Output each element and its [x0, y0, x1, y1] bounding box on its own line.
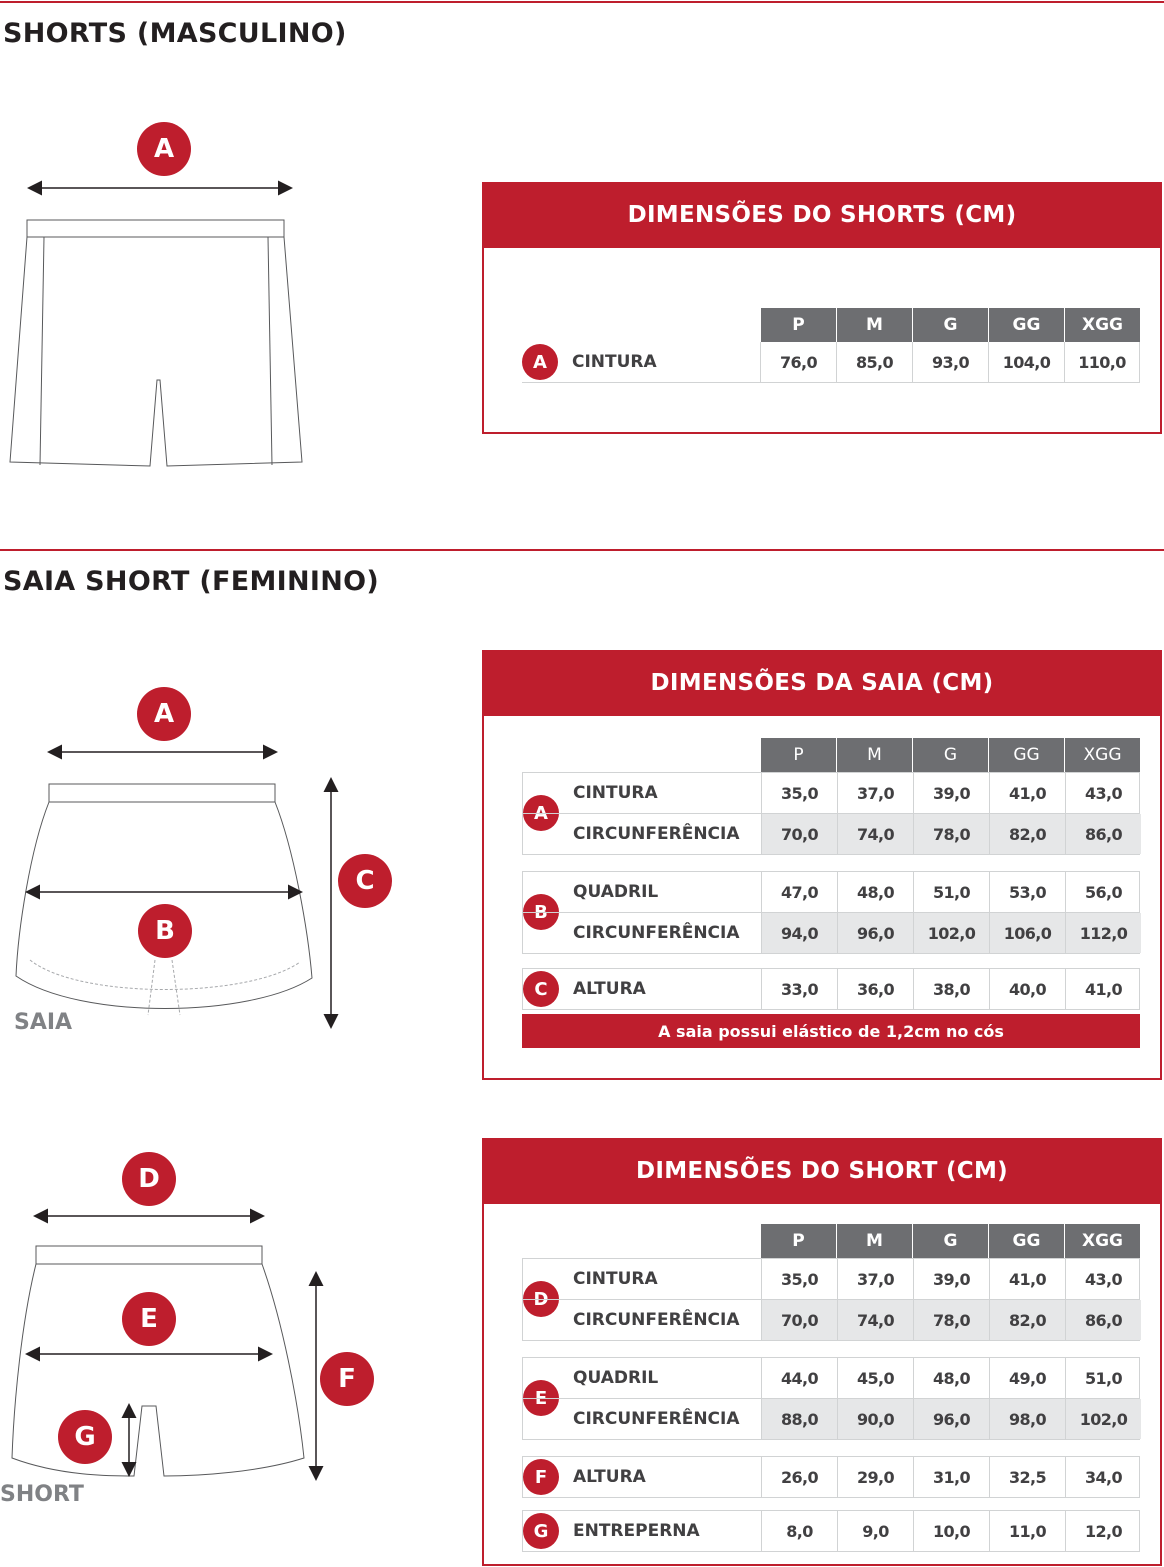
table-cell: 47,0	[761, 872, 837, 912]
table-cell: 96,0	[913, 1399, 989, 1439]
table-cell: 110,0	[1064, 342, 1140, 382]
row-label: CINTURA	[572, 352, 657, 372]
table-group-e	[522, 1357, 1140, 1440]
row-badge: G	[523, 1513, 559, 1549]
measure-badge-d: D	[122, 1152, 176, 1206]
size-header-row	[760, 1224, 1140, 1258]
row-badge: D	[523, 1281, 559, 1317]
table-cell: 102,0	[913, 913, 989, 953]
section-title-saia: SAIA SHORT (FEMININO)	[3, 566, 380, 597]
table-cell: 29,0	[837, 1457, 913, 1497]
row-label: ALTURA	[573, 1467, 646, 1487]
row-label: QUADRIL	[573, 1368, 659, 1388]
table-cell: 48,0	[837, 872, 913, 912]
short-drawing	[0, 1140, 480, 1520]
table-group-a	[522, 342, 1140, 383]
table-row	[523, 872, 1139, 912]
table-cell: 9,0	[837, 1511, 913, 1551]
section-divider	[0, 549, 1164, 551]
shorts-drawing	[0, 110, 480, 490]
short-illustration	[0, 1140, 480, 1520]
row-label: CIRCUNFERÊNCIA	[573, 923, 740, 943]
size-header: G	[912, 738, 988, 772]
table-cell: 51,0	[1065, 1358, 1141, 1398]
table-cell: 85,0	[836, 342, 912, 382]
row-badge: E	[523, 1380, 559, 1416]
size-header: GG	[988, 308, 1064, 342]
table-cell: 45,0	[837, 1358, 913, 1398]
size-header-row	[760, 738, 1140, 772]
table-cell: 82,0	[989, 814, 1065, 854]
table-cell: 86,0	[1065, 1300, 1141, 1340]
table-cell: 70,0	[761, 814, 837, 854]
saia-dimensions-panel	[482, 650, 1162, 1080]
size-header: XGG	[1064, 308, 1140, 342]
table-cell: 34,0	[1065, 1457, 1141, 1497]
table-cell: 48,0	[913, 1358, 989, 1398]
row-badge: A	[523, 795, 559, 831]
table-group-f	[522, 1456, 1140, 1498]
table-cell: 37,0	[837, 773, 913, 813]
table-cell: 31,0	[913, 1457, 989, 1497]
table-cell: 35,0	[761, 1259, 837, 1299]
section-title-shorts: SHORTS (MASCULINO)	[3, 18, 347, 49]
row-label: CIRCUNFERÊNCIA	[573, 1409, 740, 1429]
table-row	[523, 1457, 1139, 1497]
table-row	[523, 813, 1139, 854]
table-cell: 112,0	[1065, 913, 1141, 953]
table-cell: 98,0	[989, 1399, 1065, 1439]
table-cell: 70,0	[761, 1300, 837, 1340]
table-row	[523, 1398, 1139, 1439]
size-header: P	[760, 1224, 836, 1258]
row-badge: A	[522, 344, 558, 380]
table-row	[523, 912, 1139, 953]
table-group-a	[522, 772, 1140, 855]
panel-title: DIMENSÕES DO SHORTS (CM)	[482, 182, 1162, 248]
measure-badge-b: B	[138, 904, 192, 958]
table-cell: 78,0	[913, 1300, 989, 1340]
size-header: M	[836, 308, 912, 342]
table-cell: 93,0	[912, 342, 988, 382]
table-cell: 33,0	[761, 969, 837, 1009]
measure-badge-a: A	[137, 687, 191, 741]
table-cell: 104,0	[988, 342, 1064, 382]
table-cell: 78,0	[913, 814, 989, 854]
size-header: XGG	[1064, 1224, 1140, 1258]
table-row	[523, 1358, 1139, 1398]
table-cell: 96,0	[837, 913, 913, 953]
table-cell: 56,0	[1065, 872, 1141, 912]
table-row	[522, 342, 1140, 382]
row-label: ALTURA	[573, 979, 646, 999]
measure-badge-e: E	[122, 1292, 176, 1346]
table-cell: 76,0	[760, 342, 836, 382]
size-header-row	[760, 308, 1140, 342]
table-cell: 74,0	[837, 814, 913, 854]
size-header: M	[836, 738, 912, 772]
row-label: CIRCUNFERÊNCIA	[573, 824, 740, 844]
table-cell: 53,0	[989, 872, 1065, 912]
table-row	[523, 1299, 1139, 1340]
measure-badge-a: A	[137, 122, 191, 176]
illustration-caption-saia: SAIA	[14, 1010, 73, 1035]
table-cell: 49,0	[989, 1358, 1065, 1398]
table-cell: 35,0	[761, 773, 837, 813]
row-label: CINTURA	[573, 1269, 658, 1289]
row-label: ENTREPERNA	[573, 1521, 700, 1541]
table-cell: 44,0	[761, 1358, 837, 1398]
table-group-g	[522, 1510, 1140, 1552]
table-cell: 11,0	[989, 1511, 1065, 1551]
table-cell: 90,0	[837, 1399, 913, 1439]
measure-badge-f: F	[320, 1352, 374, 1406]
row-badge: F	[523, 1459, 559, 1495]
table-cell: 32,5	[989, 1457, 1065, 1497]
table-group-d	[522, 1258, 1140, 1341]
table-cell: 43,0	[1065, 1259, 1141, 1299]
size-header: GG	[988, 738, 1064, 772]
size-header: XGG	[1064, 738, 1140, 772]
table-cell: 102,0	[1065, 1399, 1141, 1439]
table-cell: 10,0	[913, 1511, 989, 1551]
table-cell: 94,0	[761, 913, 837, 953]
table-row	[523, 773, 1139, 813]
saia-illustration	[0, 680, 480, 1040]
row-label: QUADRIL	[573, 882, 659, 902]
size-header: G	[912, 308, 988, 342]
row-label: CIRCUNFERÊNCIA	[573, 1310, 740, 1330]
section-divider	[0, 1, 1164, 3]
table-group-b	[522, 871, 1140, 954]
size-header: GG	[988, 1224, 1064, 1258]
illustration-caption-short: SHORT	[0, 1482, 84, 1507]
shorts-dimensions-panel	[482, 182, 1162, 434]
table-cell: 86,0	[1065, 814, 1141, 854]
panel-title: DIMENSÕES DA SAIA (CM)	[482, 650, 1162, 716]
elastic-note: A saia possui elástico de 1,2cm no cós	[522, 1014, 1140, 1048]
table-cell: 37,0	[837, 1259, 913, 1299]
shorts-illustration	[0, 110, 480, 490]
size-header: P	[760, 738, 836, 772]
table-row	[523, 1259, 1139, 1299]
measure-badge-g: G	[58, 1410, 112, 1464]
saia-drawing	[0, 680, 480, 1040]
table-cell: 51,0	[913, 872, 989, 912]
panel-title: DIMENSÕES DO SHORT (CM)	[482, 1138, 1162, 1204]
table-cell: 43,0	[1065, 773, 1141, 813]
table-cell: 106,0	[989, 913, 1065, 953]
table-row	[523, 1511, 1139, 1551]
table-cell: 26,0	[761, 1457, 837, 1497]
table-cell: 12,0	[1065, 1511, 1141, 1551]
measure-badge-c: C	[338, 854, 392, 908]
size-header: G	[912, 1224, 988, 1258]
table-row	[523, 969, 1139, 1009]
table-cell: 38,0	[913, 969, 989, 1009]
short-dimensions-panel	[482, 1138, 1162, 1566]
table-cell: 8,0	[761, 1511, 837, 1551]
table-cell: 39,0	[913, 1259, 989, 1299]
table-cell: 36,0	[837, 969, 913, 1009]
table-group-c	[522, 968, 1140, 1010]
table-cell: 88,0	[761, 1399, 837, 1439]
row-badge: B	[523, 894, 559, 930]
table-cell: 41,0	[989, 773, 1065, 813]
table-cell: 74,0	[837, 1300, 913, 1340]
size-header: M	[836, 1224, 912, 1258]
table-cell: 40,0	[989, 969, 1065, 1009]
size-header: P	[760, 308, 836, 342]
row-label: CINTURA	[573, 783, 658, 803]
table-cell: 41,0	[989, 1259, 1065, 1299]
table-cell: 82,0	[989, 1300, 1065, 1340]
table-cell: 41,0	[1065, 969, 1141, 1009]
table-cell: 39,0	[913, 773, 989, 813]
row-badge: C	[523, 971, 559, 1007]
